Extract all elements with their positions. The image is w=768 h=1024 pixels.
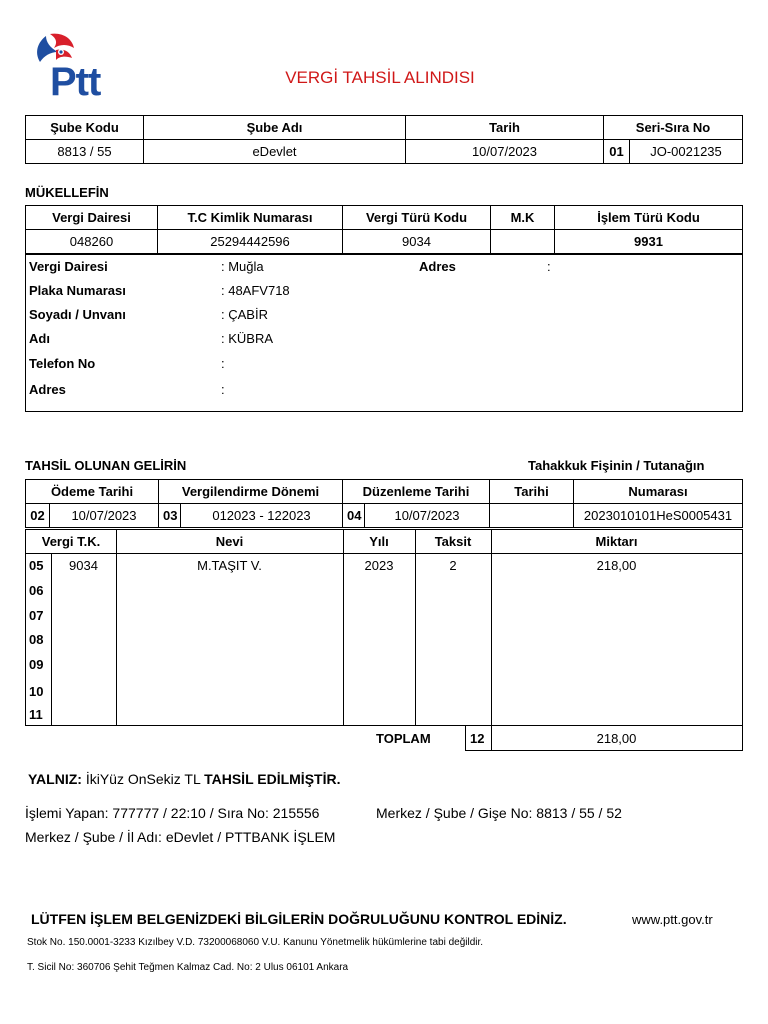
row-vergi-tk: 9034 (69, 558, 98, 573)
row-num: 06 (29, 583, 44, 598)
info-row-adres (29, 382, 225, 397)
merkez-il: Merkez / Şube / İl Adı: eDevlet / PTTBANK İŞLEM (25, 829, 336, 845)
sube-adi-value: eDevlet (144, 140, 406, 164)
info-value: : (221, 382, 225, 397)
row-num: 09 (29, 657, 44, 672)
merkez-gise: Merkez / Şube / Gişe No: 8813 / 55 / 52 (376, 805, 622, 821)
info-value: : ÇABİR (221, 307, 268, 322)
header-vergilendirme-donemi: Vergilendirme Dönemi (159, 480, 343, 504)
footer-warning: LÜTFEN İŞLEM BELGENİZDEKİ BİLGİLERİN DOĞRULUĞUNU KONTROL EDİNİZ. (31, 911, 567, 927)
yalniz-suffix: TAHSİL EDİLMİŞTİR. (204, 771, 341, 787)
row-num: 05 (29, 558, 44, 573)
seri-sira-value: JO-0021235 (630, 140, 743, 164)
header-mk: M.K (491, 206, 555, 230)
toplam-box (465, 725, 743, 751)
info-row-adres-right (419, 259, 551, 274)
info-row-adi (29, 331, 274, 346)
islem-yapan: İşlemi Yapan: 777777 / 22:10 / Sıra No: 215556 (25, 805, 320, 821)
info-value: : 48AFV718 (221, 283, 290, 298)
branch-table (25, 115, 743, 164)
taxpayer-info-box (25, 254, 743, 412)
yalniz-line (28, 771, 340, 787)
document-title: VERGİ TAHSİL ALINDISI (285, 68, 475, 87)
header-vergi-tk: Vergi T.K. (41, 534, 101, 549)
mukellef-section-title: MÜKELLEFİN (25, 185, 109, 200)
sube-kodu-value: 8813 / 55 (26, 140, 144, 164)
odeme-num: 02 (26, 504, 50, 528)
header-tarih: Tarih (406, 116, 604, 140)
donem-num: 03 (159, 504, 181, 528)
row-num: 08 (29, 632, 44, 647)
header-duzenleme-tarihi: Düzenleme Tarihi (343, 480, 490, 504)
footer-stok: Stok No. 150.0001-3233 Kızılbey V.D. 73200068060 V.U. Kanunu Yönetmelik hükümlerine tabi değildir. (27, 937, 484, 948)
header-sube-kodu: Şube Kodu (26, 116, 144, 140)
tahakkuk-numarasi-value: 2023010101HeS0005431 (574, 504, 743, 528)
row-num: 11 (29, 707, 43, 722)
donem-value: 012023 - 122023 (181, 504, 343, 528)
header-taksit: Taksit (434, 534, 472, 549)
info-row-vergi-dairesi (29, 259, 264, 274)
footer-website: www.ptt.gov.tr (632, 912, 713, 927)
info-label: Adres (419, 259, 456, 274)
duzenleme-num: 04 (343, 504, 365, 528)
tahsil-section-title: TAHSİL OLUNAN GELİRİN (25, 458, 187, 473)
info-value: : Muğla (221, 259, 264, 274)
row-num: 07 (29, 608, 44, 623)
tahsil-header-table (25, 479, 743, 528)
items-table (25, 529, 743, 726)
info-row-soyadi (29, 307, 268, 322)
toplam-label: TOPLAM (376, 731, 431, 746)
tarih-value: 10/07/2023 (406, 140, 604, 164)
info-value: : (547, 259, 551, 274)
header-odeme-tarihi: Ödeme Tarihi (26, 480, 159, 504)
info-label: Telefon No (29, 356, 96, 371)
info-label: Adı (29, 331, 50, 346)
toplam-num: 12 (470, 731, 485, 746)
tahakkuk-tarihi-value (490, 504, 574, 528)
odeme-tarihi-value: 10/07/2023 (50, 504, 159, 528)
info-row-plaka (29, 283, 290, 298)
vergi-turu-kodu-value: 9034 (343, 230, 491, 254)
info-value: : (221, 356, 225, 371)
info-label: Soyadı / Unvanı (29, 307, 126, 322)
row-taksit: 2 (449, 558, 457, 573)
seri-num: 01 (604, 140, 630, 164)
yalniz-amount: İkiYüz OnSekiz TL (85, 771, 201, 787)
tahakkuk-title: Tahakkuk Fişinin / Tutanağın (528, 458, 705, 473)
info-label: Vergi Dairesi (29, 259, 108, 274)
header-tahakkuk-numarasi: Numarası (574, 480, 743, 504)
mukellef-table (25, 205, 743, 254)
footer-sicil: T. Sicil No: 360706 Şehit Teğmen Kalmaz Cad. No: 2 Ulus 06101 Ankara (27, 962, 349, 973)
header-yili: Yılı (369, 534, 389, 549)
info-value: : KÜBRA (221, 331, 274, 346)
header-tahakkuk-tarihi: Tarihi (490, 480, 574, 504)
row-nevi: M.TAŞIT V. (197, 558, 262, 573)
header-vergi-turu-kodu: Vergi Türü Kodu (343, 206, 491, 230)
islem-turu-kodu-value: 9931 (555, 230, 743, 254)
tc-kimlik-value: 25294442596 (158, 230, 343, 254)
row-yili: 2023 (364, 558, 394, 573)
info-label: Adres (29, 382, 66, 397)
info-label: Plaka Numarası (29, 283, 126, 298)
header-seri-sira: Seri-Sıra No (604, 116, 743, 140)
row-miktar: 218,00 (596, 558, 637, 573)
ptt-logo (28, 30, 100, 110)
header-tc-kimlik: T.C Kimlik Numarası (158, 206, 343, 230)
info-row-telefon (29, 356, 225, 371)
header-sube-adi: Şube Adı (144, 116, 406, 140)
header-nevi: Nevi (215, 534, 244, 549)
ptt-wordmark: Ptt (50, 60, 101, 104)
row-num: 10 (29, 684, 44, 699)
header-vergi-dairesi: Vergi Dairesi (26, 206, 158, 230)
toplam-value: 218,00 (596, 731, 637, 746)
header-miktari: Miktarı (595, 534, 638, 549)
header-islem-turu-kodu: İşlem Türü Kodu (555, 206, 743, 230)
col-divider (51, 554, 52, 725)
duzenleme-tarihi-value: 10/07/2023 (365, 504, 490, 528)
mk-value (491, 230, 555, 254)
vergi-dairesi-kodu: 048260 (26, 230, 158, 254)
yalniz-label: YALNIZ: (28, 771, 82, 787)
